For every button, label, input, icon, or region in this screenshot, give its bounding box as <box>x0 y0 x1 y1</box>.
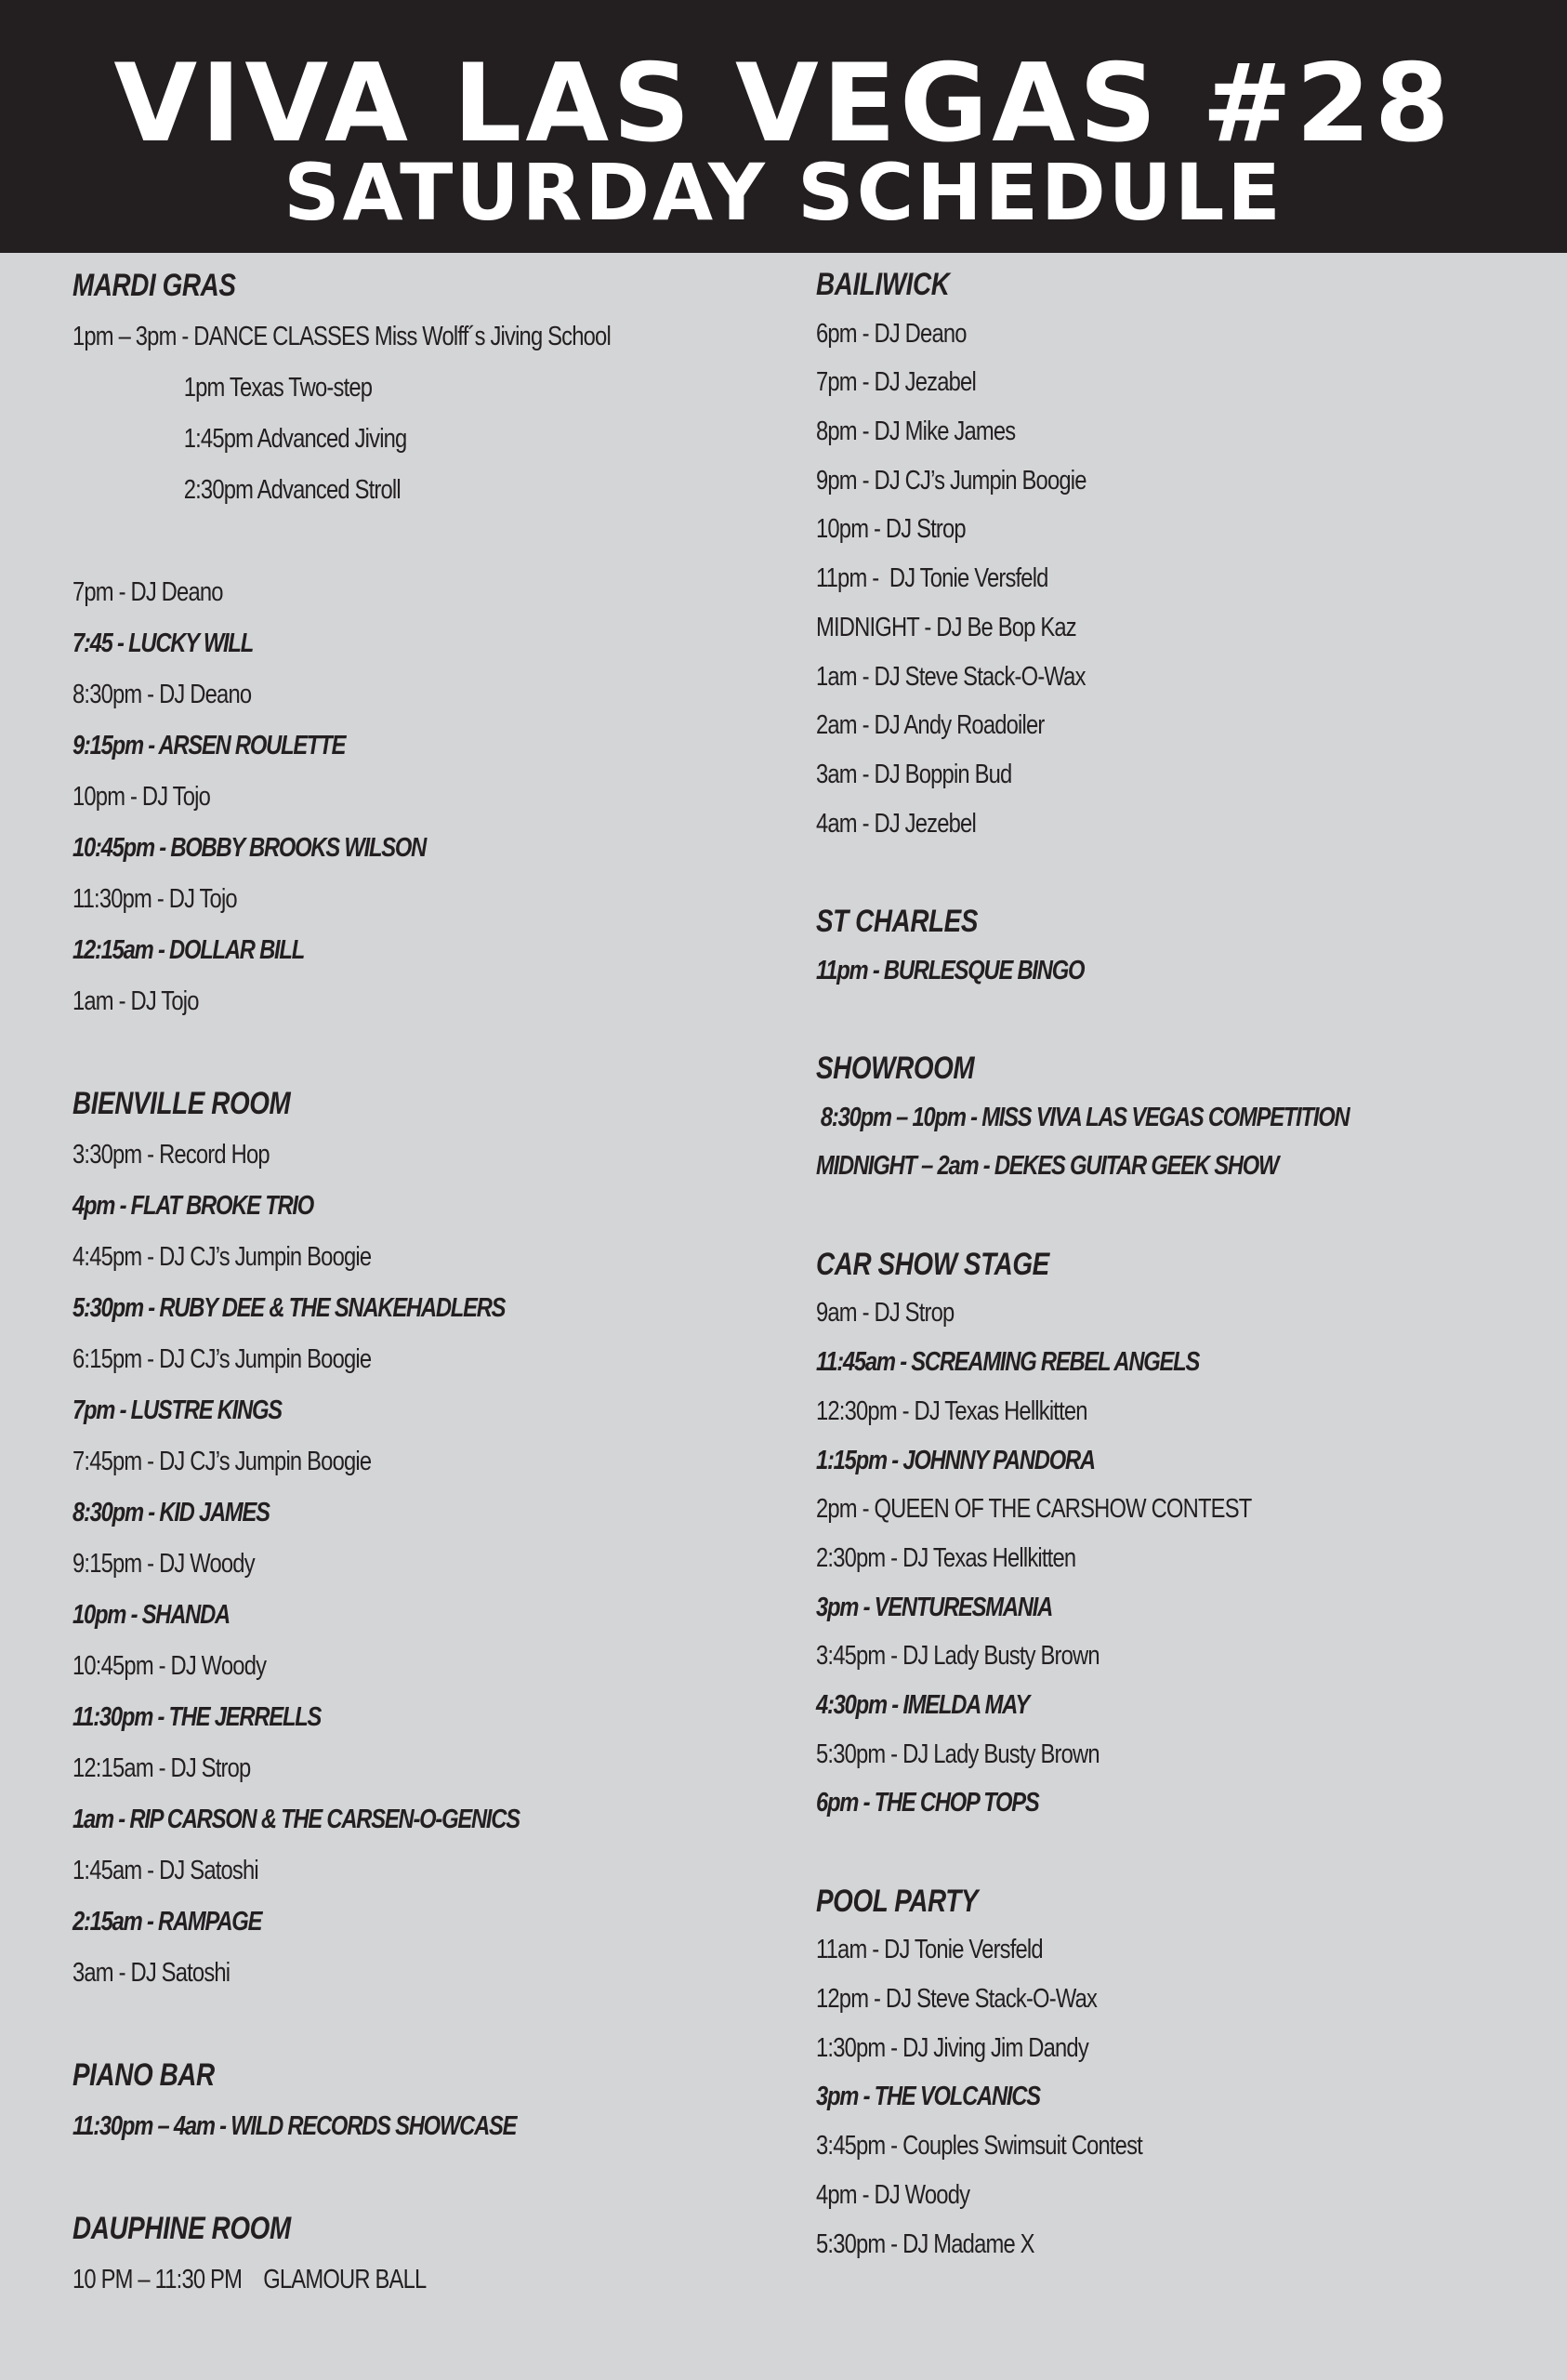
schedule-item: 10pm - DJ Tojo <box>72 782 211 812</box>
schedule-item-act: 2:15am - RAMPAGE <box>72 1907 262 1937</box>
schedule-item: 11:30pm - DJ Tojo <box>72 884 237 914</box>
schedule-item: 3:30pm - Record Hop <box>72 1140 270 1170</box>
schedule-item: 3am - DJ Boppin Bud <box>816 759 1012 789</box>
schedule-item: 12:15am - DJ Strop <box>72 1753 251 1783</box>
venue-showroom <box>816 1044 1550 1191</box>
header-banner <box>0 0 1567 253</box>
schedule-item-act: 11pm - BURLESQUE BINGO <box>816 955 1085 985</box>
schedule-item: 2am - DJ Andy Roadoiler <box>816 710 1045 741</box>
dance-class-item: 1pm Texas Two-step <box>183 373 373 403</box>
schedule-item: 1am - DJ Tojo <box>72 986 199 1016</box>
schedule-item-act: 10pm - SHANDA <box>72 1600 230 1630</box>
left-column <box>72 260 779 2306</box>
schedule-item: 7:45pm - DJ CJ’s Jumpin Boogie <box>72 1447 372 1476</box>
venue-heading: ST CHARLES <box>816 903 979 939</box>
venue-bienville-room <box>72 1078 779 1999</box>
venue-car-show-stage <box>816 1240 1550 1828</box>
schedule-item: 10pm - DJ Strop <box>816 514 966 545</box>
schedule-item: 8:30pm - DJ Deano <box>72 680 252 709</box>
schedule-item-act: 1am - RIP CARSON & THE CARSEN-O-GENICS <box>72 1805 520 1834</box>
venue-heading: MARDI GRAS <box>72 268 236 303</box>
schedule-item: 2:30pm - DJ Texas Hellkitten <box>816 1542 1076 1573</box>
schedule-item: 11am - DJ Tonie Versfeld <box>816 1935 1043 1965</box>
schedule-item-act: 7:45 - LUCKY WILL <box>72 628 254 658</box>
schedule-item-act: 7pm - LUSTRE KINGS <box>72 1395 282 1425</box>
schedule-item-act: 9:15pm - ARSEN ROULETTE <box>72 731 346 760</box>
schedule-item: 3:45pm - DJ Lady Busty Brown <box>816 1641 1100 1672</box>
schedule-item: 5:30pm - DJ Lady Busty Brown <box>816 1739 1100 1769</box>
schedule-item-act: 4pm - FLAT BROKE TRIO <box>72 1191 314 1221</box>
schedule-item-act: 11:30pm – 4am - WILD RECORDS SHOWCASE <box>72 2111 517 2141</box>
schedule-item: 7pm - DJ Jezabel <box>816 367 976 398</box>
schedule-item: 6pm - DJ Deano <box>816 318 967 349</box>
schedule-item: 5:30pm - DJ Madame X <box>816 2228 1034 2259</box>
venue-heading: DAUPHINE ROOM <box>72 2211 291 2246</box>
venue-pool-party <box>816 1877 1550 2269</box>
schedule-item-act: 11:30pm - THE JERRELLS <box>72 1702 322 1732</box>
venue-heading: CAR SHOW STAGE <box>816 1246 1049 1282</box>
schedule-item: 1:45am - DJ Satoshi <box>72 1856 258 1885</box>
schedule-item-act: 11:45am - SCREAMING REBEL ANGELS <box>816 1347 1200 1378</box>
schedule-item-act: 8:30pm - KID JAMES <box>72 1498 270 1527</box>
dance-class-item: 2:30pm Advanced Stroll <box>183 475 401 505</box>
schedule-item: 3:45pm - Couples Swimsuit Contest <box>816 2131 1142 2162</box>
page-subtitle: SATURDAY SCHEDULE <box>283 147 1284 238</box>
schedule-item-act: 8:30pm – 10pm - MISS VIVA LAS VEGAS COMPETITION <box>820 1102 1350 1132</box>
schedule-item: 4am - DJ Jezebel <box>816 808 976 839</box>
schedule-item: 6:15pm - DJ CJ’s Jumpin Boogie <box>72 1344 372 1374</box>
schedule-item: 4:45pm - DJ CJ’s Jumpin Boogie <box>72 1242 372 1272</box>
schedule-item: 9am - DJ Strop <box>816 1298 955 1329</box>
schedule-item: 8pm - DJ Mike James <box>816 416 1016 447</box>
schedule-item-act: MIDNIGHT – 2am - DEKES GUITAR GEEK SHOW <box>816 1151 1279 1182</box>
schedule-item: 1am - DJ Steve Stack-O-Wax <box>816 661 1086 692</box>
venue-dauphine-room <box>72 2203 779 2306</box>
schedule-item: 12pm - DJ Steve Stack-O-Wax <box>816 1984 1098 2015</box>
schedule-item-act: 5:30pm - RUBY DEE & THE SNAKEHADLERS <box>72 1293 506 1323</box>
venue-heading: POOL PARTY <box>816 1883 979 1919</box>
schedule-item: 10 PM – 11:30 PM GLAMOUR BALL <box>72 2265 427 2294</box>
schedule-item: 9:15pm - DJ Woody <box>72 1549 255 1579</box>
venue-st-charles <box>816 897 1550 995</box>
venue-heading: PIANO BAR <box>72 2057 215 2093</box>
schedule-item-act: 3pm - THE VOLCANICS <box>816 2082 1040 2112</box>
schedule-item-act: 1:15pm - JOHNNY PANDORA <box>816 1445 1095 1475</box>
schedule-item-act: 12:15am - DOLLAR BILL <box>72 935 305 965</box>
dance-class-item: 1:45pm Advanced Jiving <box>183 424 407 454</box>
venue-piano-bar <box>72 2050 779 2152</box>
schedule-item: 3am - DJ Satoshi <box>72 1958 230 1988</box>
schedule-item: 10:45pm - DJ Woody <box>72 1651 267 1681</box>
right-column <box>816 260 1550 2268</box>
schedule-item-act: 6pm - THE CHOP TOPS <box>816 1788 1039 1818</box>
venue-mardi-gras <box>72 260 779 1027</box>
schedule-item: 12:30pm - DJ Texas Hellkitten <box>816 1395 1087 1426</box>
schedule-item: 1pm – 3pm - DANCE CLASSES Miss Wolff´s Jiving School <box>72 322 611 351</box>
schedule-item: 7pm - DJ Deano <box>72 577 223 607</box>
schedule-item: 4pm - DJ Woody <box>816 2179 970 2210</box>
schedule-item: MIDNIGHT - DJ Be Bop Kaz <box>816 612 1076 642</box>
schedule-item-act: 3pm - VENTURESMANIA <box>816 1592 1053 1622</box>
venue-heading: SHOWROOM <box>816 1051 975 1086</box>
schedule-item: 1:30pm - DJ Jiving Jim Dandy <box>816 2032 1088 2063</box>
schedule-item: 2pm - QUEEN OF THE CARSHOW CONTEST <box>816 1494 1252 1525</box>
page-title: VIVA LAS VEGAS #28 <box>113 41 1454 166</box>
schedule-item-act: 4:30pm - IMELDA MAY <box>816 1689 1029 1720</box>
schedule-item: 11pm - DJ Tonie Versfeld <box>816 563 1048 594</box>
venue-bailiwick <box>816 260 1550 848</box>
venue-heading: BAILIWICK <box>816 267 950 302</box>
venue-heading: BIENVILLE ROOM <box>72 1086 291 1121</box>
schedule-item: 9pm - DJ CJ’s Jumpin Boogie <box>816 465 1086 496</box>
schedule-item-act: 10:45pm - BOBBY BROOKS WILSON <box>72 833 427 863</box>
